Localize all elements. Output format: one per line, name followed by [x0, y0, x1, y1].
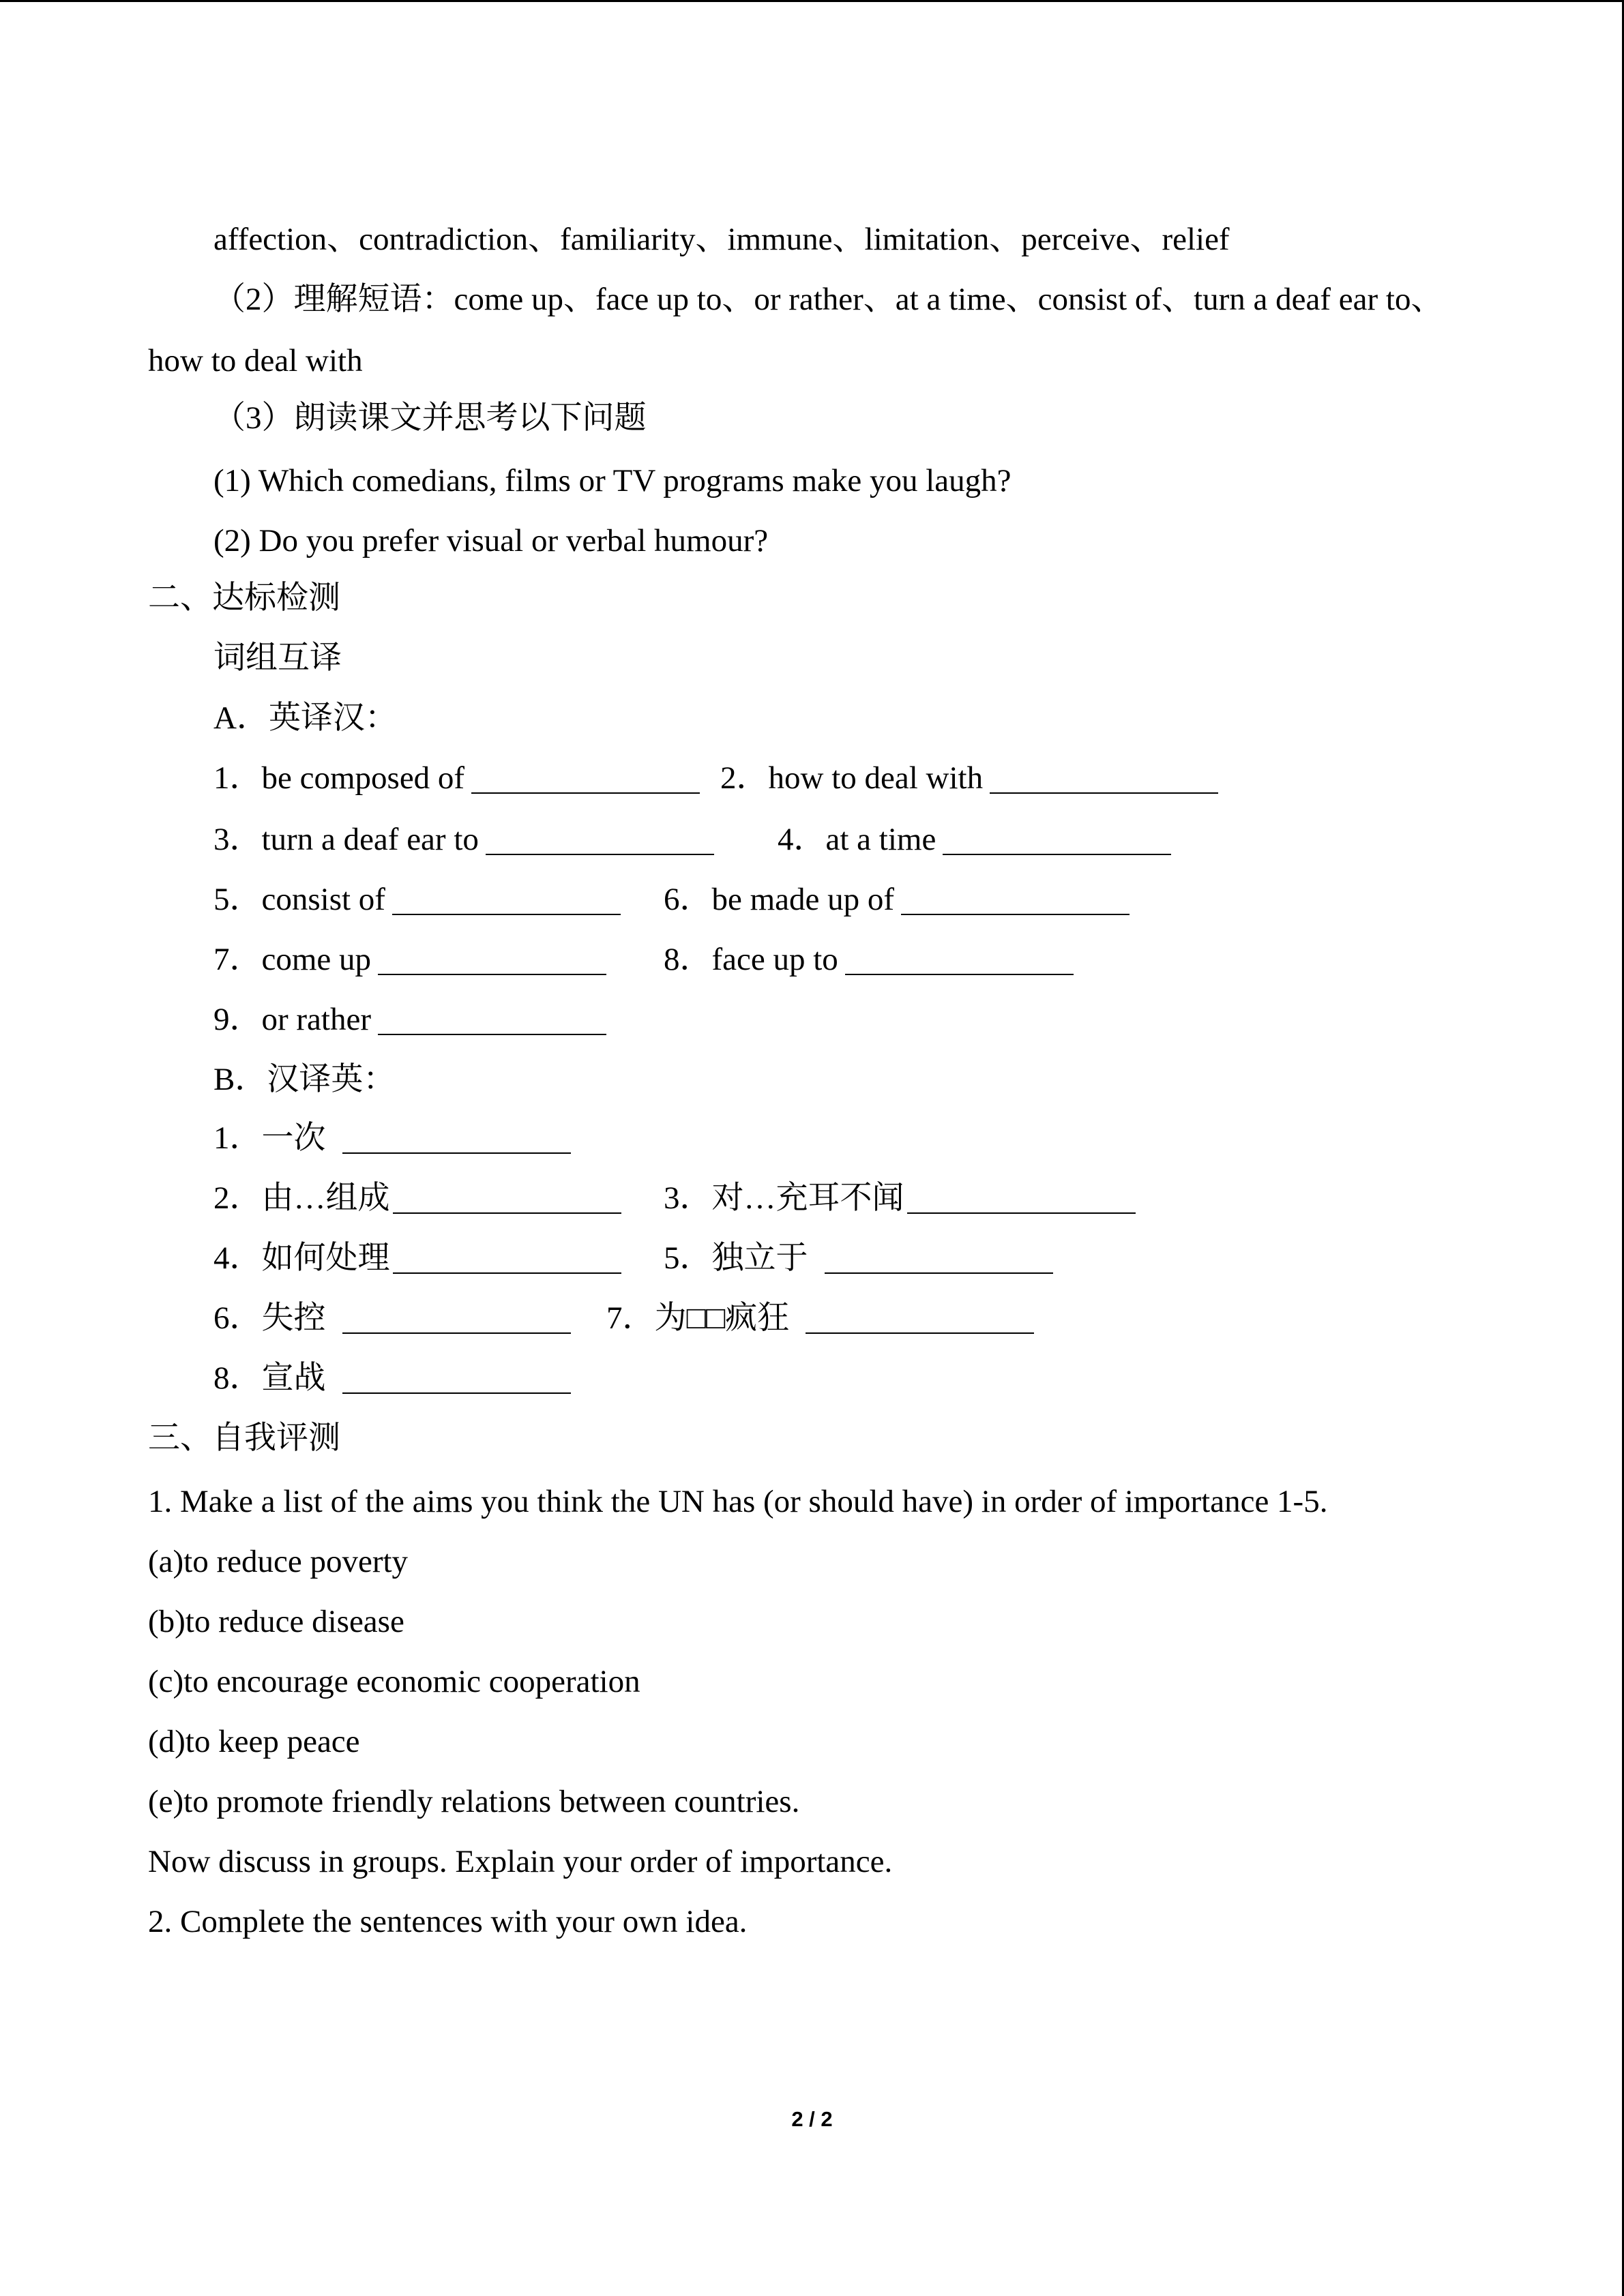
item-text: 1．一次 — [213, 1120, 326, 1156]
item-text: 7．为□□疯狂 — [606, 1300, 790, 1336]
part-a-item — [213, 999, 606, 1040]
answer-blank — [393, 1245, 621, 1274]
part-a-item — [213, 939, 606, 980]
aim-item: (a)to reduce poverty — [148, 1544, 409, 1579]
part-b-item — [664, 1178, 1136, 1219]
item-text: 2．how to deal with — [720, 760, 984, 796]
answer-blank — [990, 765, 1218, 794]
part-a-item — [720, 758, 1218, 799]
answer-blank — [486, 826, 714, 855]
reading-question-1: (1) Which comedians, films or TV programs make you laugh? — [213, 463, 1012, 498]
item-text: 5．独立于 — [664, 1240, 808, 1276]
answer-blank — [393, 1185, 621, 1214]
part-b-item — [606, 1298, 1034, 1339]
part-b-row — [213, 1298, 1441, 1339]
part-a-item — [213, 819, 714, 860]
vocabulary-words: affection、contradiction、familiarity、immune、limitation、perceive、relief — [213, 222, 1230, 257]
part-b-row — [213, 1358, 1441, 1399]
reading-question-2: (2) Do you prefer visual or verbal humour? — [213, 523, 769, 558]
item-text: 8．face up to — [664, 942, 838, 977]
reading-task: （3）朗读课文并思考以下问题 — [213, 400, 647, 436]
part-a-row — [213, 819, 1441, 860]
item-text: 7．come up — [213, 942, 372, 977]
part-a-row — [213, 879, 1441, 920]
section-2-heading: 二、达标检测 — [148, 580, 340, 616]
phrases-line-1: （2）理解短语：come up、face up to、or rather、at a time、consist of、turn a deaf ear to、 — [213, 282, 1443, 317]
answer-blank — [342, 1365, 571, 1394]
item-text: 6．失控 — [213, 1300, 326, 1336]
answer-blank — [845, 946, 1074, 975]
item-text: 4．如何处理 — [213, 1240, 390, 1276]
part-b-item — [213, 1238, 621, 1279]
part-a-row — [213, 758, 1441, 799]
discussion-text: Now discuss in groups. Explain your order of importance. — [148, 1844, 893, 1879]
answer-blank — [907, 1185, 1136, 1214]
answer-blank — [825, 1245, 1053, 1274]
part-b-item — [213, 1118, 571, 1159]
task-1-text: 1. Make a list of the aims you think the UN has (or should have) in order of importance 1-5. — [148, 1484, 1328, 1519]
item-text: 3．对…充耳不闻 — [664, 1180, 904, 1216]
answer-blank — [471, 765, 700, 794]
answer-blank — [378, 946, 606, 975]
item-text: 3．turn a deaf ear to — [213, 822, 479, 857]
item-text: 6．be made up of — [664, 882, 895, 917]
section-2-subheading: 词组互译 — [213, 640, 342, 676]
part-a-item — [664, 879, 1130, 920]
answer-blank — [342, 1125, 571, 1154]
part-a-item — [213, 758, 700, 799]
item-text: 4．at a time — [778, 822, 936, 857]
part-a-item — [213, 879, 621, 920]
part-b-item — [213, 1178, 621, 1219]
phrases-line-2: how to deal with — [148, 343, 363, 378]
section-3-heading: 三、自我评测 — [148, 1420, 340, 1456]
answer-blank — [378, 1007, 606, 1035]
part-b-row — [213, 1178, 1441, 1219]
item-text: 1．be composed of — [213, 760, 465, 796]
item-text: 2．由…组成 — [213, 1180, 390, 1216]
page-number: 2 / 2 — [791, 2107, 833, 2131]
part-b-row — [213, 1118, 1441, 1159]
part-b-item — [213, 1298, 571, 1339]
part-a-row — [213, 939, 1441, 980]
part-b-label: B．汉译英： — [213, 1062, 396, 1097]
part-a-label: A．英译汉： — [213, 700, 397, 736]
part-b-item — [213, 1358, 571, 1399]
answer-blank — [901, 886, 1130, 915]
task-2-text: 2. Complete the sentences with your own idea. — [148, 1904, 748, 1939]
item-text: 5．consist of — [213, 882, 385, 917]
part-a-item — [664, 939, 1074, 980]
answer-blank — [342, 1305, 571, 1334]
part-a-item — [778, 819, 1171, 860]
aim-item: (c)to encourage economic cooperation — [148, 1664, 640, 1699]
part-a-row — [213, 999, 1441, 1040]
part-b-item — [664, 1238, 1053, 1279]
item-text: 8．宣战 — [213, 1360, 326, 1396]
aim-item: (b)to reduce disease — [148, 1604, 404, 1639]
answer-blank — [392, 886, 621, 915]
answer-blank — [806, 1305, 1034, 1334]
item-text: 9．or rather — [213, 1002, 371, 1037]
answer-blank — [943, 826, 1171, 855]
part-b-row — [213, 1238, 1441, 1279]
aim-item: (e)to promote friendly relations between countries. — [148, 1784, 800, 1819]
aim-item: (d)to keep peace — [148, 1724, 360, 1759]
